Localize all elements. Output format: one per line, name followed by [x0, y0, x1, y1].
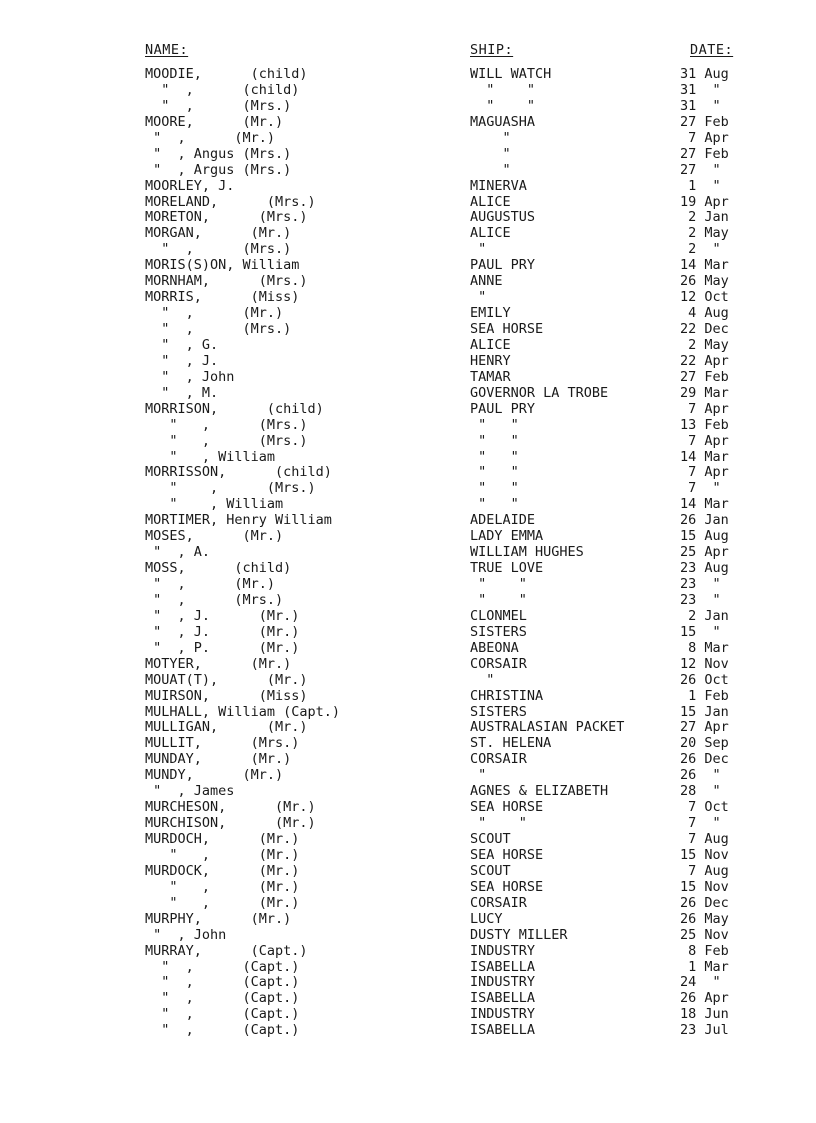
list-row — [0, 561, 816, 577]
ship-name: SCOUT — [470, 831, 511, 847]
list-row — [0, 450, 816, 466]
passenger-name: " , (Capt.) — [145, 990, 300, 1007]
arrival-date: 27 Apr — [680, 719, 729, 736]
ship-name: " " — [470, 480, 519, 497]
list-row — [0, 657, 816, 673]
list-row — [0, 991, 816, 1007]
list-row — [0, 768, 816, 784]
passenger-name: " , William — [145, 496, 284, 513]
arrival-date: 15 " — [680, 623, 721, 640]
passenger-name: " , Argus (Mrs.) — [145, 161, 292, 178]
passenger-name: MOTYER, (Mr.) — [145, 655, 292, 672]
ship-name: CLONMEL — [470, 607, 527, 624]
arrival-date: 25 Apr — [680, 544, 729, 561]
ship-name: " " — [470, 464, 519, 481]
ship-name: INDUSTRY — [470, 1006, 536, 1023]
ship-name: SISTERS — [470, 703, 527, 720]
passenger-name: " , A. — [145, 544, 211, 561]
passenger-name: " , (Mr.) — [145, 305, 284, 322]
list-row — [0, 800, 816, 816]
passenger-name: " , William — [145, 448, 276, 465]
list-row — [0, 163, 816, 179]
arrival-date: 7 " — [680, 480, 721, 497]
list-row — [0, 402, 816, 418]
list-row — [0, 290, 816, 306]
ship-name: HENRY — [470, 352, 511, 369]
list-row — [0, 497, 816, 513]
list-row — [0, 912, 816, 928]
arrival-date: 7 Apr — [680, 464, 729, 481]
passenger-name: MURPHY, (Mr.) — [145, 910, 292, 927]
list-row — [0, 258, 816, 274]
ship-name: AUGUSTUS — [470, 209, 536, 226]
arrival-date: 2 May — [680, 336, 729, 353]
passenger-name: " , (Mr.) — [145, 576, 276, 592]
passenger-name: " , (Capt.) — [145, 974, 300, 991]
ship-name: MAGUASHA — [470, 113, 536, 130]
list-row — [0, 481, 816, 497]
passenger-name: " , J. (Mr.) — [145, 623, 300, 640]
list-row — [0, 83, 816, 99]
header-date: DATE: — [690, 42, 734, 58]
list-row — [0, 864, 816, 880]
list-row — [0, 752, 816, 768]
ship-name: WILLIAM HUGHES — [470, 544, 584, 561]
passenger-name: MOODIE, (child) — [145, 66, 308, 82]
passenger-name: " , John — [145, 926, 227, 943]
passenger-name: " , G. — [145, 336, 219, 353]
list-row — [0, 226, 816, 242]
ship-name: AGNES & ELIZABETH — [470, 783, 609, 800]
arrival-date: 2 Jan — [680, 209, 729, 226]
passenger-name: " , Angus (Mrs.) — [145, 145, 292, 162]
arrival-date: 7 " — [680, 815, 721, 832]
ship-name: " — [470, 289, 487, 306]
arrival-date: 15 Jan — [680, 703, 729, 720]
arrival-date: 1 Feb — [680, 687, 729, 704]
arrival-date: 7 Apr — [680, 400, 729, 417]
ship-name: SISTERS — [470, 623, 527, 640]
list-row — [0, 673, 816, 689]
arrival-date: 23 Jul — [680, 1022, 729, 1039]
list-row — [0, 131, 816, 147]
arrival-date: 23 Aug — [680, 560, 729, 577]
passenger-name: " , (Mrs.) — [145, 432, 308, 449]
arrival-date: 14 Mar — [680, 448, 729, 465]
ship-name: " — [470, 129, 511, 146]
arrival-date: 23 " — [680, 591, 721, 608]
ship-name: PAUL PRY — [470, 257, 536, 274]
passenger-name: MURDOCH, (Mr.) — [145, 831, 300, 847]
ship-name: " " — [470, 97, 536, 114]
passenger-name: MORRISON, (child) — [145, 400, 324, 417]
list-row — [0, 67, 816, 83]
ship-name: " — [470, 161, 511, 178]
ship-name: TAMAR — [470, 368, 511, 385]
passenger-list — [0, 67, 816, 1039]
passenger-name: " , J. — [145, 352, 219, 369]
passenger-name: MUNDY, (Mr.) — [145, 767, 284, 784]
passenger-name: MOSES, (Mr.) — [145, 528, 284, 545]
ship-name: MINERVA — [470, 177, 527, 194]
ship-name: ALICE — [470, 336, 511, 353]
list-row — [0, 816, 816, 832]
ship-name: ISABELLA — [470, 990, 536, 1007]
ship-name: CHRISTINA — [470, 687, 544, 704]
ship-name: LUCY — [470, 910, 503, 927]
passenger-name: " , (Mrs.) — [145, 241, 292, 258]
arrival-date: 2 " — [680, 241, 721, 258]
passenger-name: " , (Capt.) — [145, 1022, 300, 1039]
list-row — [0, 545, 816, 561]
arrival-date: 18 Jun — [680, 1006, 729, 1023]
passenger-name: MORTIMER, Henry William — [145, 512, 332, 529]
arrival-date: 23 " — [680, 576, 721, 592]
arrival-date: 31 Aug — [680, 66, 729, 82]
list-row — [0, 274, 816, 290]
list-row — [0, 609, 816, 625]
passenger-name: " , (Mrs.) — [145, 321, 292, 337]
list-row — [0, 960, 816, 976]
list-row — [0, 306, 816, 322]
list-row — [0, 354, 816, 370]
arrival-date: 4 Aug — [680, 305, 729, 322]
list-row — [0, 848, 816, 864]
arrival-date: 26 Apr — [680, 990, 729, 1007]
list-row — [0, 593, 816, 609]
list-row — [0, 242, 816, 258]
list-row — [0, 115, 816, 131]
ship-name: CORSAIR — [470, 894, 527, 911]
ship-name: SCOUT — [470, 862, 511, 879]
ship-name: SEA HORSE — [470, 799, 544, 816]
passenger-name: MORGAN, (Mr.) — [145, 225, 292, 242]
ship-name: ST. HELENA — [470, 735, 552, 752]
passenger-name: MORNHAM, (Mrs.) — [145, 273, 308, 290]
ship-name: ISABELLA — [470, 1022, 536, 1039]
list-row — [0, 338, 816, 354]
arrival-date: 26 Oct — [680, 671, 729, 688]
list-row — [0, 880, 816, 896]
arrival-date: 15 Aug — [680, 528, 729, 545]
arrival-date: 8 Mar — [680, 639, 729, 656]
list-row — [0, 147, 816, 163]
passenger-name: " , (Mr.) — [145, 129, 276, 146]
arrival-date: 12 Oct — [680, 289, 729, 306]
list-row — [0, 689, 816, 705]
list-row — [0, 370, 816, 386]
arrival-date: 13 Feb — [680, 416, 729, 433]
header-name: NAME: — [145, 42, 189, 58]
list-row — [0, 179, 816, 195]
arrival-date: 27 Feb — [680, 145, 729, 162]
list-row — [0, 418, 816, 434]
passenger-name: " , (Mrs.) — [145, 97, 292, 114]
arrival-date: 2 May — [680, 225, 729, 242]
arrival-date: 26 Dec — [680, 894, 729, 911]
list-row — [0, 210, 816, 226]
arrival-date: 1 " — [680, 177, 721, 194]
ship-name: ANNE — [470, 273, 503, 290]
passenger-name: " , (Mrs.) — [145, 416, 308, 433]
arrival-date: 25 Nov — [680, 926, 729, 943]
arrival-date: 31 " — [680, 97, 721, 114]
ship-name: SEA HORSE — [470, 321, 544, 337]
ship-name: " " — [470, 81, 536, 98]
ship-name: AUSTRALASIAN PACKET — [470, 719, 625, 736]
ship-name: ALICE — [470, 193, 511, 210]
ship-name: ISABELLA — [470, 958, 536, 975]
list-row — [0, 944, 816, 960]
passenger-name: " , (Mrs.) — [145, 591, 284, 608]
ship-name: CORSAIR — [470, 655, 527, 672]
list-row — [0, 1023, 816, 1039]
passenger-name: MORIS(S)ON, William — [145, 257, 300, 274]
list-row — [0, 465, 816, 481]
passenger-name: " , M. — [145, 384, 219, 401]
ship-name: SEA HORSE — [470, 878, 544, 895]
ship-name: " " — [470, 432, 519, 449]
passenger-name: MURRAY, (Capt.) — [145, 942, 308, 959]
ship-name: " — [470, 241, 487, 258]
passenger-name: MUIRSON, (Miss) — [145, 687, 308, 704]
arrival-date: 8 Feb — [680, 942, 729, 959]
ship-name: INDUSTRY — [470, 974, 536, 991]
arrival-date: 29 Mar — [680, 384, 729, 401]
passenger-name: MULLIGAN, (Mr.) — [145, 719, 308, 736]
arrival-date: 31 " — [680, 81, 721, 98]
ship-name: PAUL PRY — [470, 400, 536, 417]
passenger-name: MOUAT(T), (Mr.) — [145, 671, 308, 688]
list-row — [0, 322, 816, 338]
ship-name: " " — [470, 448, 519, 465]
ship-name: WILL WATCH — [470, 66, 552, 82]
ship-name: TRUE LOVE — [470, 560, 544, 577]
arrival-date: 7 Oct — [680, 799, 729, 816]
arrival-date: 27 " — [680, 161, 721, 178]
passenger-name: MOSS, (child) — [145, 560, 292, 577]
ship-name: ALICE — [470, 225, 511, 242]
passenger-name: " , (Mr.) — [145, 878, 300, 895]
passenger-name: MUNDAY, (Mr.) — [145, 751, 292, 768]
passenger-name: " , John — [145, 368, 235, 385]
passenger-name: MOORE, (Mr.) — [145, 113, 284, 130]
arrival-date: 15 Nov — [680, 846, 729, 863]
list-row — [0, 99, 816, 115]
arrival-date: 12 Nov — [680, 655, 729, 672]
ship-name: " — [470, 671, 495, 688]
passenger-name: " , (child) — [145, 81, 300, 98]
list-row — [0, 641, 816, 657]
passenger-name: MULLIT, (Mrs.) — [145, 735, 300, 752]
ship-name: DUSTY MILLER — [470, 926, 568, 943]
passenger-name: MURCHESON, (Mr.) — [145, 799, 316, 816]
passenger-name: MOORLEY, J. — [145, 177, 235, 194]
arrival-date: 7 Apr — [680, 432, 729, 449]
ship-name: ADELAIDE — [470, 512, 536, 529]
arrival-date: 2 Jan — [680, 607, 729, 624]
passenger-name: MURDOCK, (Mr.) — [145, 862, 300, 879]
ship-name: SEA HORSE — [470, 846, 544, 863]
ship-name: " " — [470, 416, 519, 433]
list-row — [0, 832, 816, 848]
arrival-date: 15 Nov — [680, 878, 729, 895]
list-row — [0, 529, 816, 545]
ship-name: " — [470, 145, 511, 162]
arrival-date: 26 Dec — [680, 751, 729, 768]
list-row — [0, 705, 816, 721]
arrival-date: 19 Apr — [680, 193, 729, 210]
list-row — [0, 720, 816, 736]
ship-name: EMILY — [470, 305, 511, 322]
passenger-name: MORELAND, (Mrs.) — [145, 193, 316, 210]
passenger-name: " , James — [145, 783, 235, 800]
arrival-date: 20 Sep — [680, 735, 729, 752]
arrival-date: 14 Mar — [680, 257, 729, 274]
list-row — [0, 625, 816, 641]
list-row — [0, 736, 816, 752]
arrival-date: 22 Dec — [680, 321, 729, 337]
arrival-date: 27 Feb — [680, 113, 729, 130]
ship-name: INDUSTRY — [470, 942, 536, 959]
arrival-date: 26 May — [680, 910, 729, 927]
list-row — [0, 195, 816, 211]
passenger-name: MORRISSON, (child) — [145, 464, 332, 481]
ship-name: CORSAIR — [470, 751, 527, 768]
list-row — [0, 1007, 816, 1023]
passenger-name: " , (Capt.) — [145, 958, 300, 975]
list-row — [0, 513, 816, 529]
ship-name: " " — [470, 496, 519, 513]
passenger-name: " , (Capt.) — [145, 1006, 300, 1023]
passenger-name: " , P. (Mr.) — [145, 639, 300, 656]
list-row — [0, 928, 816, 944]
passenger-name: MORETON, (Mrs.) — [145, 209, 308, 226]
ship-name: ABEONA — [470, 639, 519, 656]
arrival-date: 1 Mar — [680, 958, 729, 975]
ship-name: " " — [470, 576, 527, 592]
passenger-name: " , (Mr.) — [145, 846, 300, 863]
passenger-name: " , (Mrs.) — [145, 480, 316, 497]
passenger-name: MURCHISON, (Mr.) — [145, 815, 316, 832]
passenger-name: " , (Mr.) — [145, 894, 300, 911]
arrival-date: 26 " — [680, 767, 721, 784]
arrival-date: 22 Apr — [680, 352, 729, 369]
list-row — [0, 577, 816, 593]
passenger-name: " , J. (Mr.) — [145, 607, 300, 624]
ship-name: " — [470, 767, 487, 784]
arrival-date: 7 Apr — [680, 129, 729, 146]
arrival-date: 26 May — [680, 273, 729, 290]
list-row — [0, 434, 816, 450]
arrival-date: 7 Aug — [680, 862, 729, 879]
list-row — [0, 896, 816, 912]
ship-name: GOVERNOR LA TROBE — [470, 384, 609, 401]
passenger-name: MORRIS, (Miss) — [145, 289, 300, 306]
ship-name: LADY EMMA — [470, 528, 544, 545]
list-row — [0, 386, 816, 402]
arrival-date: 27 Feb — [680, 368, 729, 385]
list-row — [0, 784, 816, 800]
arrival-date: 24 " — [680, 974, 721, 991]
arrival-date: 7 Aug — [680, 831, 729, 847]
arrival-date: 26 Jan — [680, 512, 729, 529]
header-ship: SHIP: — [470, 42, 514, 58]
passenger-name: MULHALL, William (Capt.) — [145, 703, 341, 720]
arrival-date: 14 Mar — [680, 496, 729, 513]
ship-name: " " — [470, 591, 527, 608]
arrival-date: 28 " — [680, 783, 721, 800]
list-row — [0, 975, 816, 991]
ship-name: " " — [470, 815, 527, 832]
